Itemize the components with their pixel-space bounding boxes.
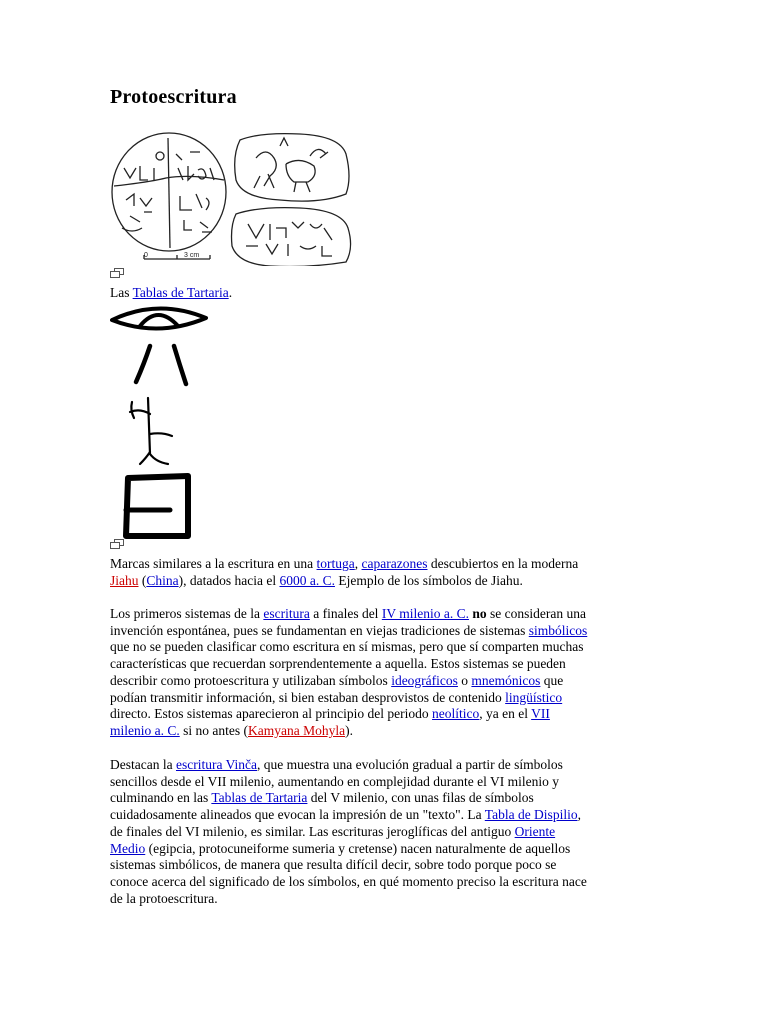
link-escritura[interactable]: escritura [263, 606, 310, 621]
tartaria-tablets-figure [110, 128, 354, 266]
link-iv-milenio[interactable]: IV milenio a. C. [381, 606, 469, 621]
enlarge-icon[interactable] [110, 539, 124, 549]
figure1-caption: Las Tablas de Tartaria. [110, 285, 233, 300]
link-china[interactable]: China [146, 572, 179, 588]
link-simbolicos[interactable]: simbólicos [528, 622, 588, 638]
enlarge-icon[interactable] [110, 268, 124, 278]
link-6000-ac[interactable]: 6000 a. C. [279, 572, 335, 588]
link-tablas-de-tartaria[interactable]: Tablas de Tartaria [132, 285, 229, 300]
link-kamyana-mohyla[interactable]: Kamyana Mohyla [248, 722, 346, 738]
link-oriente-medio-cont[interactable]: Medio [110, 840, 146, 856]
figure2-caption: Marcas similares a la escritura en una tortuga, caparazones descubiertos en la moderna Jiahu (China), datados hacia el 6000 a. C. Ejemplo de los símbolos de Jiahu. [110, 556, 579, 588]
link-jiahu[interactable]: Jiahu [110, 572, 139, 588]
link-vii-milenio-cont[interactable]: milenio a. C. [110, 722, 180, 738]
link-ideograficos[interactable]: ideográficos [391, 672, 458, 688]
jiahu-symbols-figure [110, 304, 210, 540]
link-mnemonicos[interactable]: mnemónicos [471, 672, 541, 688]
paragraph-2: Destacan la escritura Vinča, que muestra una evolución gradual a partir de símbolos sencillos desde el VII milenio, aumentando en complejidad durante el VI milenio y culminando en las Tablas de Tartaria del V milenio, con unas filas de símbolos cuidadosamente alineados que evocan la impresión de un "texto". La Tabla de Dispilio, de finales del VI milenio, es similar. Las escrituras jeroglíficas del antiguo Oriente Medio (egipcia, protocuneiforme sumeria y cretense) nacen naturalmente de aquellos sistemas simbólicos, de manera que resulta difícil decir, sobre todo porque poco se conoce acerca del significado de los símbolos, en qué momento preciso la escritura nace de la protoescritura. [110, 757, 587, 906]
link-tablas-de-tartaria-2[interactable]: Tablas de Tartaria [211, 790, 308, 806]
scale-zero-label: 0 [144, 252, 148, 259]
paragraph-1: Los primeros sistemas de la escritura a finales del IV milenio a. C. no se consideran una invención espontánea, pues se fundamentan en viejas tradiciones de sistemas simbólicos que no se pueden clasificar como escritura en sí mismas, pero que sí comparten muchas características que recuerdan sorprendentemente a aquella. Estos sistemas se pueden describir como protoescritura y utilizaban símbolos ideográficos o mnemónicos que podían transmitir información, si bien estaban desprovistos de contenido lingüístico directo. Estos sistemas aparecieron al principio del periodo neolítico, ya en el VII milenio a. C. si no antes (Kamyana Mohyla). [110, 606, 588, 738]
link-caparazones[interactable]: caparazones [361, 556, 428, 571]
link-tabla-de-dispilio[interactable]: Tabla de Dispilio [484, 807, 578, 823]
link-oriente-medio[interactable]: Oriente [514, 823, 556, 839]
page-title: Protoescritura [110, 86, 237, 108]
link-tortuga[interactable]: tortuga [316, 556, 355, 571]
link-vii-milenio[interactable]: VII [531, 706, 550, 722]
link-linguistico[interactable]: lingüístico [505, 689, 563, 705]
link-neolitico[interactable]: neolítico [432, 706, 480, 722]
scale-max-label: 3 cm [184, 252, 200, 259]
link-escritura-vinca[interactable]: escritura Vinča [175, 757, 257, 772]
